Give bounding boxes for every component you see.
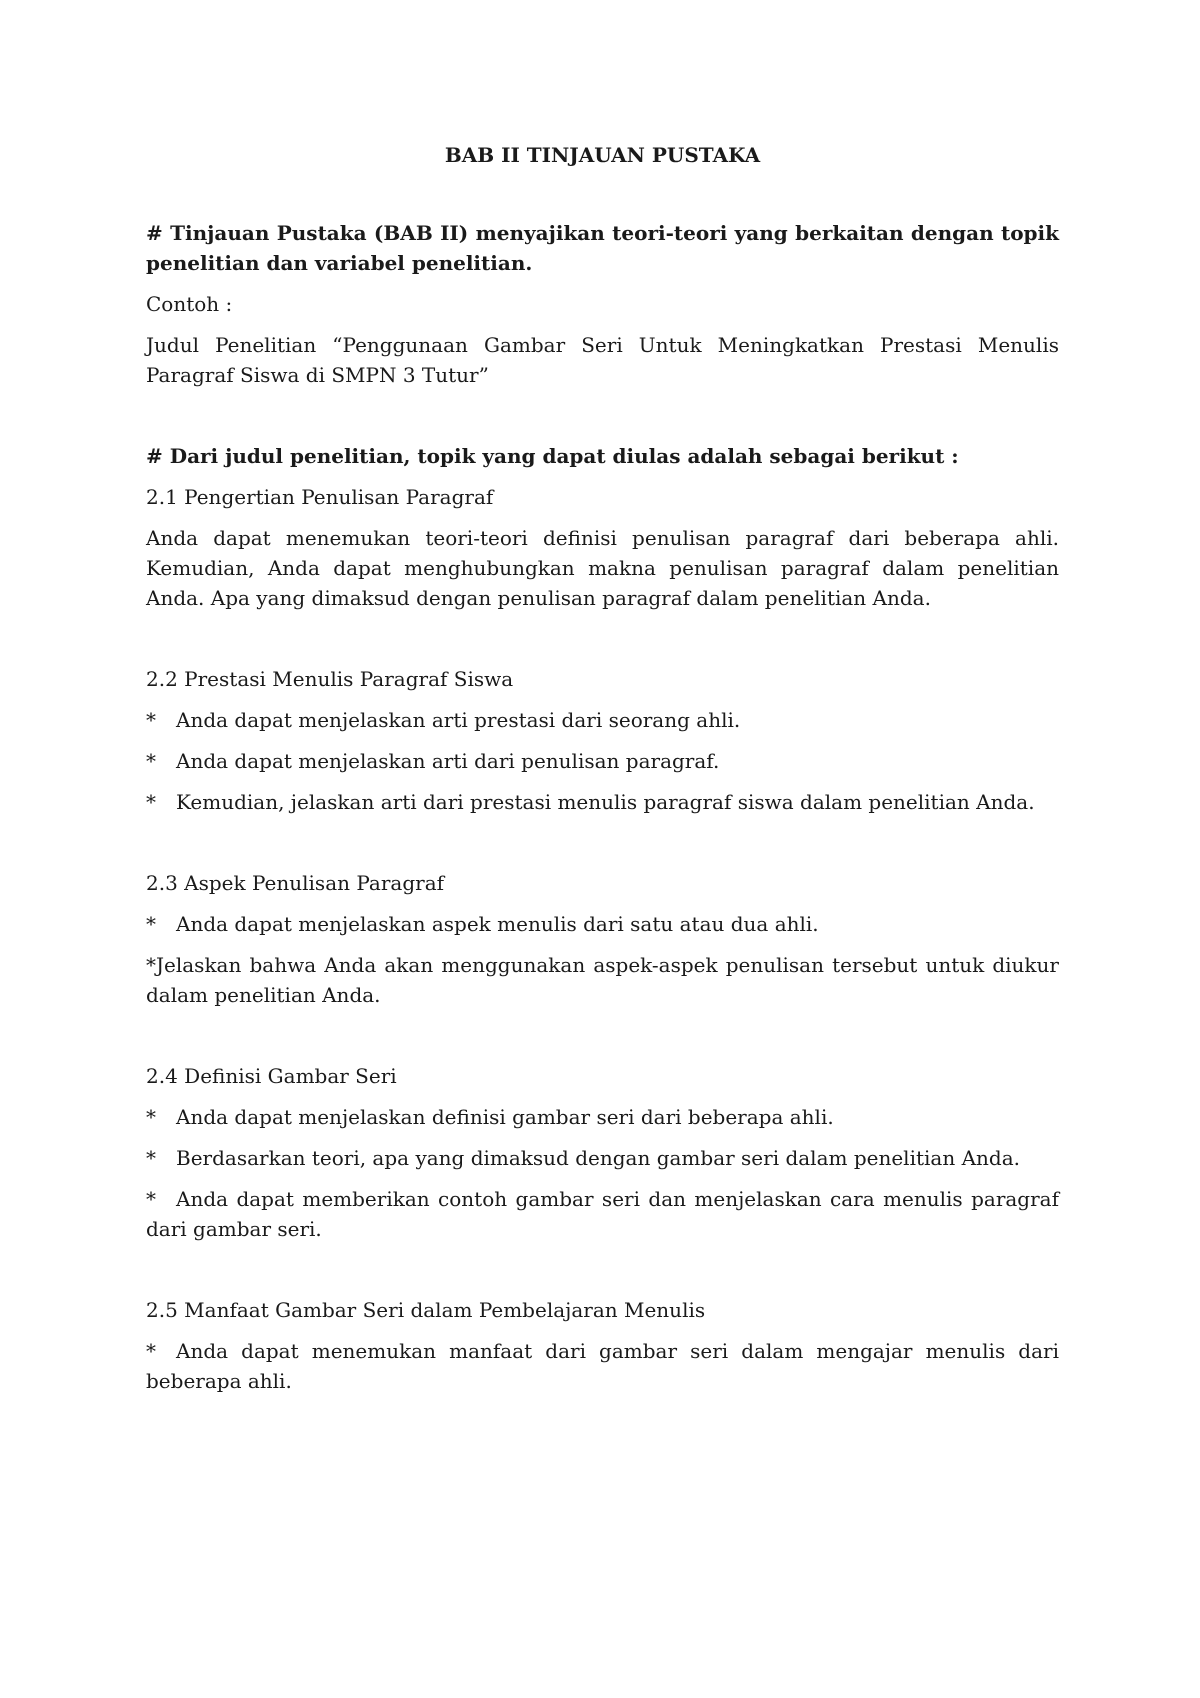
section-heading: 2.1 Pengertian Penulisan Paragraf bbox=[146, 485, 494, 509]
list-item bbox=[146, 705, 1059, 735]
page-title: BAB II TINJAUAN PUSTAKA bbox=[444, 143, 761, 167]
list-item bbox=[146, 1336, 1059, 1396]
list-item-text: Anda dapat menjelaskan definisi gambar seri dari beberapa ahli. bbox=[176, 1105, 834, 1129]
bullet-mark: * bbox=[146, 1105, 156, 1129]
intro-paragraph: # Tinjauan Pustaka (BAB II) menyajikan teori-teori yang berkaitan dengan topik penelitian dan variabel penelitian. bbox=[146, 221, 1059, 275]
section-note: *Jelaskan bahwa Anda akan menggunakan aspek-aspek penulisan tersebut untuk diukur dalam penelitian Anda. bbox=[146, 953, 1059, 1007]
section-heading: 2.5 Manfaat Gambar Seri dalam Pembelajaran Menulis bbox=[146, 1298, 706, 1322]
list-item bbox=[146, 787, 1059, 817]
section-heading: 2.2 Prestasi Menulis Paragraf Siswa bbox=[146, 667, 514, 691]
example-text: Judul Penelitian “Penggunaan Gambar Seri Untuk Meningkatkan Prestasi Menulis Paragraf Siswa di SMPN 3 Tutur” bbox=[146, 333, 1059, 387]
list-item-text: Anda dapat menjelaskan arti prestasi dari seorang ahli. bbox=[176, 708, 741, 732]
document-body bbox=[146, 140, 1059, 1396]
list-item-text: Anda dapat memberikan contoh gambar seri dan menjelaskan cara menulis paragraf dari gambar seri. bbox=[146, 1187, 1059, 1241]
list-item-text: Berdasarkan teori, apa yang dimaksud dengan gambar seri dalam penelitian Anda. bbox=[176, 1146, 1020, 1170]
topics-heading: # Dari judul penelitian, topik yang dapat diulas adalah sebagai berikut : bbox=[146, 444, 959, 468]
section-heading: 2.3 Aspek Penulisan Paragraf bbox=[146, 871, 445, 895]
list-item bbox=[146, 1184, 1059, 1244]
list-item-text: Anda dapat menjelaskan aspek menulis dari satu atau dua ahli. bbox=[176, 912, 819, 936]
list-item-text: Kemudian, jelaskan arti dari prestasi menulis paragraf siswa dalam penelitian Anda. bbox=[176, 790, 1035, 814]
bullet-mark: * bbox=[146, 708, 156, 732]
bullet-mark: * bbox=[146, 1146, 156, 1170]
list-item bbox=[146, 909, 1059, 939]
list-item-text: Anda dapat menemukan manfaat dari gambar seri dalam mengajar menulis dari beberapa ahli. bbox=[146, 1339, 1059, 1393]
bullet-mark: * bbox=[146, 749, 156, 773]
bullet-mark: * bbox=[146, 1339, 156, 1363]
bullet-mark: * bbox=[146, 1187, 156, 1211]
list-item-text: Anda dapat menjelaskan arti dari penulisan paragraf. bbox=[176, 749, 720, 773]
list-item bbox=[146, 746, 1059, 776]
list-item bbox=[146, 1143, 1059, 1173]
bullet-mark: * bbox=[146, 790, 156, 814]
bullet-mark: * bbox=[146, 912, 156, 936]
list-item bbox=[146, 1102, 1059, 1132]
example-label: Contoh : bbox=[146, 292, 233, 316]
section-heading: 2.4 Definisi Gambar Seri bbox=[146, 1064, 397, 1088]
section-paragraph: Anda dapat menemukan teori-teori definisi penulisan paragraf dari beberapa ahli. Kemudian, Anda dapat menghubungkan makna penulisan paragraf dalam penelitian Anda. Apa yang dimaksud dengan penulisan paragraf dalam penelitian Anda. bbox=[146, 526, 1059, 610]
